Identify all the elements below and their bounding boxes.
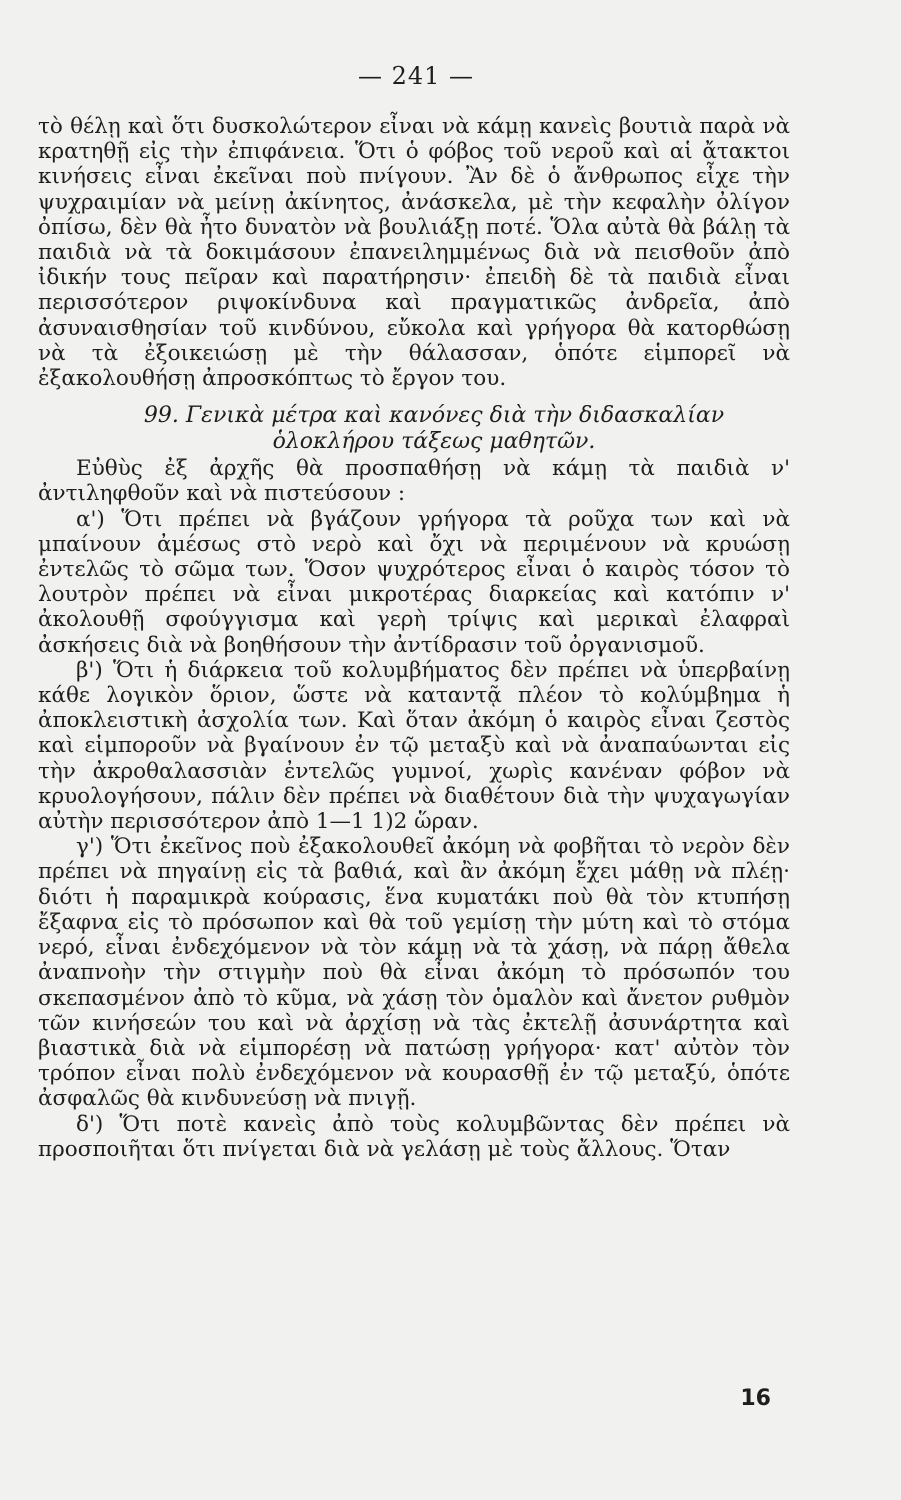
section-heading-line-1: 99. Γενικὰ μέτρα καὶ κανόνες διὰ τὴν διδασκαλίαν (143, 403, 725, 429)
section-heading-line-2: ὁλοκλήρου τάξεως μαθητῶν. (272, 428, 596, 454)
list-item-a: α') Ὅτι πρέπει νὰ βγάζουν γρήγορα τὰ ροῦχα των καὶ νὰ μπαίνουν ἀμέσως στὸ νερὸ καὶ ὄχι νὰ περιμένουν νὰ κρυώσῃ ἐντελῶς τὸ σῶμα των. Ὅσον ψυχρότερος εἶναι ὁ καιρὸς τόσον τὸ λουτρὸν πρέπει νὰ εἶναι μικροτέρας διαρκείας καὶ κατόπιν ν' ἀκολουθῇ σφούγγισμα καὶ γερὴ τρίψις καὶ μερικαὶ ἐλαφραὶ ἀσκήσεις διὰ νὰ βοηθήσουν τὴν ἀντίδρασιν τοῦ ὀργανισμοῦ. (38, 506, 790, 658)
list-item-c: γ') Ὅτι ἐκεῖνος ποὺ ἐξακολουθεῖ ἀκόμη νὰ φοβῆται τὸ νερὸν δὲν πρέπει νὰ πηγαίνῃ εἰς τὰ βαθιά, καὶ ἂν ἀκόμη ἔχει μάθῃ νὰ πλέῃ· διότι ἡ παραμικρὰ κούρασις, ἕνα κυματάκι ποὺ θὰ τὸν κτυπήσῃ ἔξαφνα εἰς τὸ πρόσωπον καὶ θὰ τοῦ γεμίσῃ τὴν μύτη καὶ τὸ στόμα νερό, εἶναι ἐνδεχόμενον νὰ τὸν κάμῃ νὰ τὰ χάσῃ, νὰ πάρῃ ἄθελα ἀναπνοὴν τὴν στιγμὴν ποὺ θὰ εἶναι ἀκόμη τὸ πρόσωπόν του σκεπασμένον ἀπὸ τὸ κῦμα, νὰ χάσῃ τὸν ὁμαλὸν καὶ ἄνετον ρυθμὸν τῶν κινήσεών του καὶ νὰ ἀρχίσῃ νὰ τὰς ἐκτελῇ ἀσυνάρτητα καὶ βιαστικὰ διὰ νὰ εἱμπορέσῃ νὰ πατώσῃ γρήγορα· κατ' αὐτὸν τὸν τρόπον εἶναι πολὺ ἐνδεχόμενον νὰ κουρασθῇ ἐν τῷ μεταξύ, ὁπότε ἀσφαλῶς θὰ κινδυνεύσῃ νὰ πνιγῇ. (38, 834, 790, 1112)
paragraph-continuation: τὸ θέλῃ καὶ ὅτι δυσκολώτερον εἶναι νὰ κάμῃ κανεὶς βουτιὰ παρὰ νὰ κρατηθῇ εἰς τὴν ἐπιφάνεια. Ὅτι ὁ φόβος τοῦ νεροῦ καὶ αἱ ἄτακτοι κινήσεις εἶναι ἐκεῖναι ποὺ πνίγουν. Ἂν δὲ ὁ ἄνθρωπος εἶχε τὴν ψυχραιμίαν νὰ μείνῃ ἀκίνητος, ἀνάσκελα, μὲ τὴν κεφαλὴν ὀλίγον ὀπίσω, δὲν θὰ ἦτο δυνατὸν νὰ βουλιάξῃ ποτέ. Ὅλα αὐτὰ θὰ βάλῃ τὰ παιδιὰ νὰ τὰ δοκιμάσουν ἐπανειλημμένως διὰ νὰ πεισθοῦν ἀπὸ ἰδικήν τους πεῖραν καὶ παρατήρησιν· ἐπειδὴ δὲ τὰ παιδιὰ εἶναι περισσότερον ριψοκίνδυνα καὶ πραγματικῶς ἀνδρεῖα, ἀπὸ ἀσυναισθησίαν τοῦ κινδύνου, εὔκολα καὶ γρήγορα θὰ κατορθώσῃ νὰ τὰ ἐξοικειώσῃ μὲ τὴν θάλασσαν, ὁπότε εἱμπορεῖ νὰ ἐξακολουθήσῃ ἀπροσκόπτως τὸ ἔργον του. (38, 114, 790, 392)
list-item-b: β') Ὅτι ἡ διάρκεια τοῦ κολυμβήματος δὲν πρέπει νὰ ὑπερβαίνῃ κάθε λογικὸν ὅριον, ὥστε νὰ καταντᾷ πλέον τὸ κολύμβημα ἡ ἀποκλειστικὴ ἀσχολία των. Καὶ ὅταν ἀκόμη ὁ καιρὸς εἶναι ζεστὸς καὶ εἱμποροῦν νὰ βγαίνουν ἐν τῷ μεταξὺ καὶ νὰ ἀναπαύωνται εἰς τὴν ἀκροθαλασσιὰν ἐντελῶς γυμνοί, χωρὶς κανέναν φόβον νὰ κρυολογήσουν, πάλιν δὲν πρέπει νὰ διαθέτουν διὰ τὴν ψυχαγωγίαν αὐτὴν περισσότερον ἀπὸ 1—1 1)2 ὥραν. (38, 657, 790, 835)
intro-paragraph: Εὐθὺς ἐξ ἀρχῆς θὰ προσπαθήσῃ νὰ κάμῃ τὰ παιδιὰ ν' ἀντιληφθοῦν καὶ νὰ πιστεύσουν : (38, 456, 790, 507)
body-text (38, 114, 790, 1162)
list-item-d: δ') Ὅτι ποτὲ κανεὶς ἀπὸ τοὺς κολυμβῶντας δὲν πρέπει νὰ προσποιῆται ὅτι πνίγεται διὰ νὰ γελάσῃ μὲ τοὺς ἄλλους. Ὅταν (38, 1111, 790, 1162)
page-number: — 241 — (357, 62, 475, 90)
section-heading (38, 403, 790, 454)
signature-mark: 16 (740, 1386, 771, 1411)
